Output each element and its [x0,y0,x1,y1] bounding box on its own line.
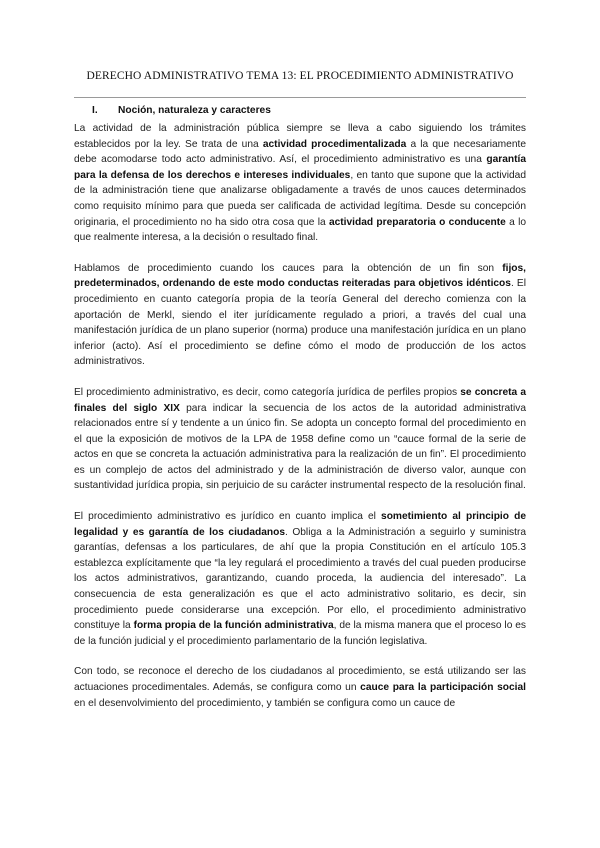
text-run: a la que necesariamente debe acomodarse todo acto administrativo. Así, el procedimiento administrativo es una [74,138,526,166]
text-run: a lo que realmente interesa, a la decisión o resultado final. [74,216,527,244]
text-run: . El procedimiento en cuanto categoría propia de la teoría General del derecho comienza con la aportación de Merkl, siendo el iter jurídicamente regulado a priori, a través del cual una manifestación jurídica de un plano superior (norma) produce una manifestación jurídica en un plano inferior (acto). Así el procedimiento se define cómo el modo de producción de los actos administrativos. [74,278,526,368]
bold-phrase: cauce para la participación social [360,682,526,693]
title-divider [74,97,526,98]
bold-phrase: sometimiento al principio de legalidad y es garantía de los ciudadanos [74,511,526,538]
text-run: , en tanto que supone que la actividad de la administración tiene que analizarse obligadamente a través de unos cauces determinados como requisito mínimo para que pueda ser calificada de actividad legítima. Desde su concepción originaria, el procedimiento no ha sido otra cosa que la [74,169,526,228]
text-run: El procedimiento administrativo es jurídico en cuanto implica el [74,511,382,523]
text-run: en el desenvolvimiento del procedimiento, y también se configura como un cauce de [74,697,456,709]
text-run: Con todo, se reconoce el derecho de los ciudadanos al procedimiento, se está utilizando ser las actuaciones procedimentales. Además, se configura como un [74,666,526,693]
bold-phrase: fijos, predeterminados, ordenando de este modo conductas reiteradas para objetivos idénticos [74,262,526,290]
document-body [74,121,526,726]
section-title: Noción, naturaleza y caracteres [118,105,271,116]
paragraph-1 [74,121,526,246]
text-run: La actividad de la administración pública siempre se lleva a cabo siguiendo los trámites establecidos por la ley. Se trata de una [74,123,526,150]
bold-phrase: actividad procedimentalizada [262,138,407,150]
section-heading [92,105,271,116]
document-title: DERECHO ADMINISTRATIVO TEMA 13: EL PROCEDIMIENTO ADMINISTRATIVO [86,70,514,82]
paragraph-3 [74,385,526,494]
text-run: . Obliga a la Administración a seguirlo y suministra garantías, defensas a los particulares, de ahí que la propia Constitución en el artículo 105.3 establezca explícitamente que “la ley regulará el procedimiento a través del cual pueden producirse los actos administrativos, garantizando, cuando proceda, la audiencia del interesado”. La consecuencia de esta generalización es que el acto administrativo solitario, es decir, sin procedimiento puede considerarse una excepción. Por ello, el procedimiento administrativo constituye la [74,526,527,632]
text-run: , de la misma manera que el proceso lo es de la función judicial y el procedimiento parlamentario de la función legislativa. [74,620,526,647]
paragraph-2 [74,261,526,370]
text-run: El procedimiento administrativo, es decir, como categoría jurídica de perfiles propios [74,386,461,398]
bold-phrase: forma propia de la función administrativa [133,620,334,632]
section-number: I. [92,105,98,116]
text-run: Hablamos de procedimiento cuando los cauces para la obtención de un fin son [74,262,503,274]
paragraph-4 [74,509,526,649]
bold-phrase: garantía para la defensa de los derechos e intereses individuales [74,154,526,181]
bold-phrase: se concreta a finales del siglo XIX [74,386,526,414]
paragraph-5 [74,664,526,711]
bold-phrase: actividad preparatoria o conducente [328,216,506,228]
text-run: para indicar la secuencia de los actos de la autoridad administrativa relacionados entre sí y tendente a un único fin. Se adopta un concepto formal del procedimiento en el que la exposición de motivos de la LPA de 1958 define como un “cauce formal de la serie de actos en que se concreta la actuación administrativa para la realización de un fin”. El procedimiento es un complejo de actos del administrado y de la administración de diverso valor, aunque con sustantividad jurídica propia, sin perjuicio de su carácter instrumental respecto de la resolución final. [74,402,526,492]
